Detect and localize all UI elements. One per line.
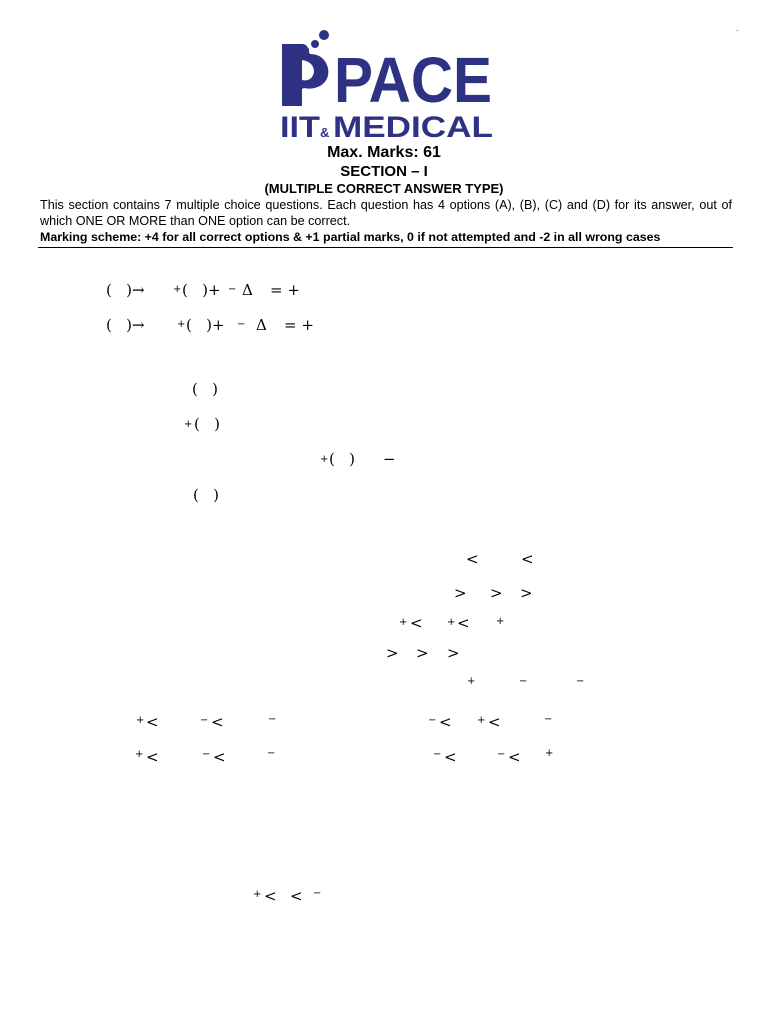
option-b-bracket: ( ) [194, 415, 221, 433]
q2-c-greater-2: > [416, 644, 429, 662]
q3-d-less-2: < [508, 748, 521, 766]
option-c-bracket: ( ) [329, 450, 356, 468]
q3-c-sup-minus-1: − [202, 749, 211, 760]
q3-c-less-2: < [213, 748, 226, 766]
logo-ampersand: & [320, 125, 330, 140]
option-c-minus: − [383, 450, 396, 468]
eq1-equals-plus: = + [270, 281, 300, 299]
max-marks: Max. Marks: 61 [327, 144, 441, 161]
q2-d-sup-minus-2: − [576, 676, 585, 687]
eq2-equals-plus: = + [284, 316, 314, 334]
q4-less-1: < [264, 887, 277, 905]
q3-c-sup-plus: + [135, 749, 144, 760]
q3-d-sup-minus-2: − [497, 749, 506, 760]
q2-greater-1: > [454, 584, 467, 602]
eq1-sup-plus: + [173, 284, 182, 295]
eq2-sup-plus: + [177, 319, 186, 330]
q3-a-sup-minus-2: − [268, 714, 277, 725]
pace-logo [278, 30, 496, 140]
q3-a-sup-minus-1: − [200, 715, 209, 726]
q4-sup-minus: − [313, 888, 322, 899]
q4-sup-plus: + [253, 889, 262, 900]
q2-c-greater-3: > [447, 644, 460, 662]
eq2-sup-minus: − [237, 319, 246, 330]
q2-b-sup-plus-1: + [399, 617, 408, 628]
q2-d-sup-plus: + [467, 676, 476, 687]
q3-a-less-2: < [211, 713, 224, 731]
q3-d-sup-minus-1: − [433, 749, 442, 760]
q3-b-sup-plus: + [477, 715, 486, 726]
logo-wordmark: PACE [334, 44, 492, 116]
q2-less-than-2: < [521, 550, 534, 568]
q3-b-less-2: < [488, 713, 501, 731]
corner-mark: . [736, 24, 739, 33]
option-b-sup-plus: + [184, 419, 193, 430]
eq1-sup-minus: − [228, 284, 237, 295]
eq1-bracket-arrow: ( )→ [106, 281, 145, 299]
pace-logo-art [282, 30, 329, 106]
q3-c-less-1: < [146, 748, 159, 766]
option-d-bracket: ( ) [193, 486, 220, 504]
q2-greater-2: > [490, 584, 503, 602]
q3-b-less-1: < [439, 713, 452, 731]
section-instructions: This section contains 7 multiple choice questions. Each question has 4 options (A), (B), (C) and (D) for its answer, out of which ONE OR MORE than ONE option can be correct. [40, 198, 732, 228]
header-divider [38, 247, 733, 248]
section-title: SECTION – I [340, 163, 428, 180]
q2-d-sup-minus-1: − [519, 676, 528, 687]
logo-medical: MEDICAL [333, 111, 493, 140]
eq1-delta: Δ [242, 281, 253, 299]
q2-less-than-1: < [466, 550, 479, 568]
logo-iit: IIT [280, 111, 320, 140]
q4-less-2: < [290, 887, 303, 905]
q3-b-sup-minus-2: − [544, 714, 553, 725]
marking-scheme: Marking scheme: +4 for all correct options & +1 partial marks, 0 if not attempted and -2 in all wrong cases [40, 230, 661, 244]
q2-greater-3: > [520, 584, 533, 602]
question-category: (MULTIPLE CORRECT ANSWER TYPE) [264, 181, 504, 196]
option-c-sup-plus: + [320, 454, 329, 465]
q2-b-sup-plus-3: + [496, 616, 505, 627]
option-a-bracket: ( ) [192, 380, 219, 398]
eq2-bracket-plus: ( )+ [186, 316, 225, 334]
q3-b-sup-minus-1: − [428, 715, 437, 726]
eq2-bracket-arrow: ( )→ [106, 316, 145, 334]
q3-d-sup-plus: + [545, 748, 554, 759]
eq2-delta: Δ [256, 316, 267, 334]
q3-a-less-1: < [146, 713, 159, 731]
eq1-bracket-plus: ( )+ [182, 281, 221, 299]
q3-d-less-1: < [444, 748, 457, 766]
q2-b-less-2: < [457, 614, 470, 632]
q2-b-less-1: < [410, 614, 423, 632]
q3-a-sup-plus: + [136, 715, 145, 726]
q2-c-greater-1: > [386, 644, 399, 662]
q3-c-sup-minus-2: − [267, 748, 276, 759]
q2-b-sup-plus-2: + [447, 617, 456, 628]
